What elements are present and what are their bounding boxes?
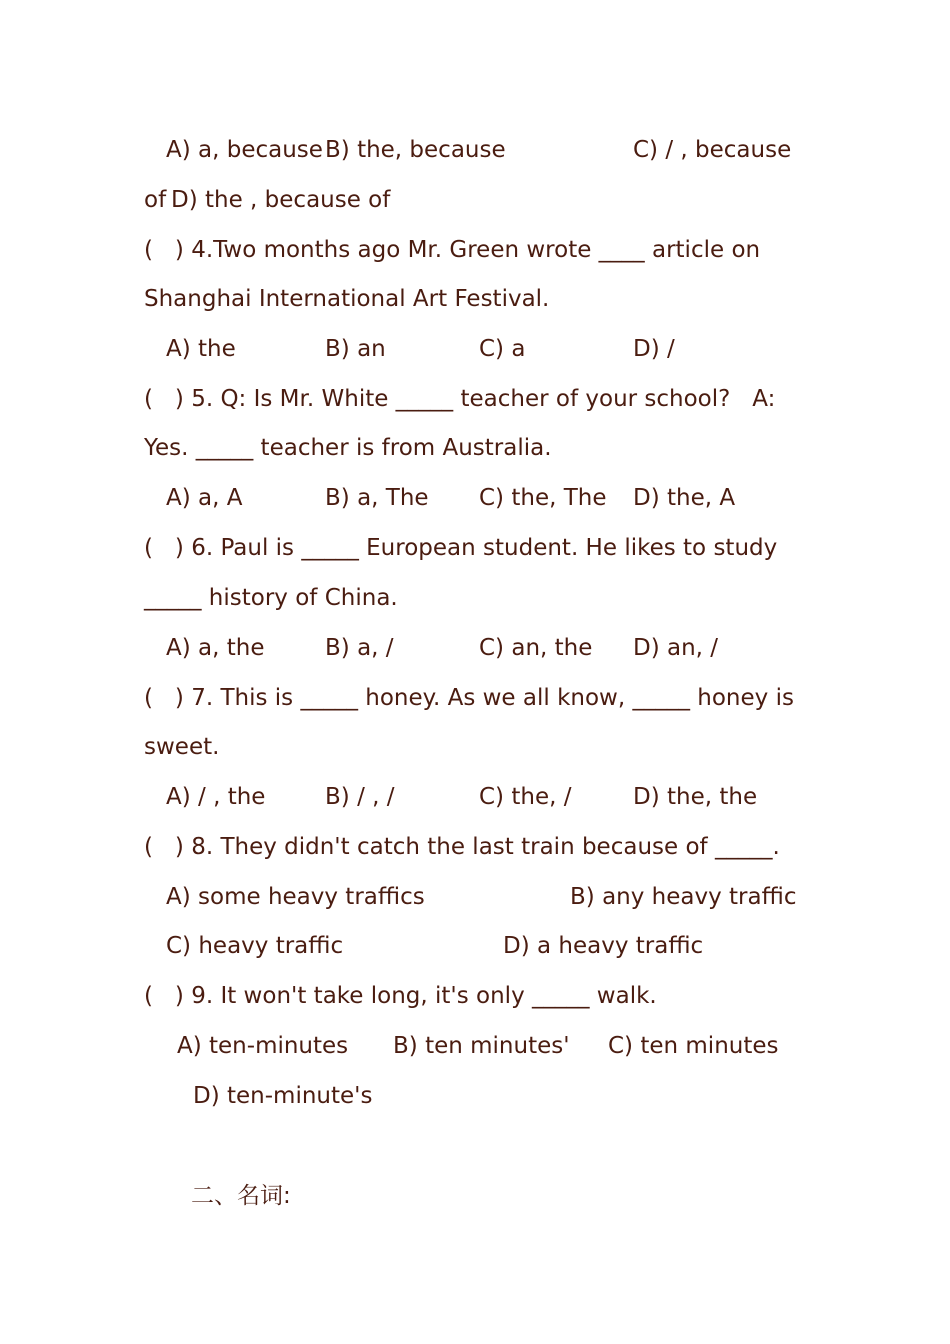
- q4-option-b: B) an: [325, 336, 386, 362]
- q6-stem-line1: ( ) 6. Paul is _____ European student. He likes to study: [144, 535, 778, 561]
- q9-option-d: D) ten-minute's: [193, 1083, 373, 1109]
- q8-option-b: B) any heavy traffic: [570, 884, 797, 910]
- q8-option-d: D) a heavy traffic: [503, 933, 704, 959]
- q4-stem-line2: Shanghai International Art Festival.: [144, 286, 550, 312]
- q4-option-a: A) the: [166, 336, 236, 362]
- q5-stem-line2: Yes. _____ teacher is from Australia.: [144, 435, 552, 461]
- q5-option-a: A) a, A: [166, 485, 243, 511]
- q6-stem-line2: _____ history of China.: [144, 585, 398, 611]
- q7-option-c: C) the, /: [479, 784, 572, 810]
- q5-option-c: C) the, The: [479, 485, 607, 511]
- q4-stem-line1: ( ) 4.Two months ago Mr. Green wrote ____ article on: [144, 237, 761, 263]
- q6-option-c: C) an, the: [479, 635, 593, 661]
- q6-option-a: A) a, the: [166, 635, 265, 661]
- q7-option-b: B) / , /: [325, 784, 395, 810]
- section-2-heading: 二、名词:: [191, 1183, 291, 1209]
- q3-option-d: D) the , because of: [171, 187, 391, 213]
- q7-option-a: A) / , the: [166, 784, 266, 810]
- q6-option-d: D) an, /: [633, 635, 719, 661]
- q8-option-a: A) some heavy traffics: [166, 884, 425, 910]
- q9-stem-line1: ( ) 9. It won't take long, it's only _____ walk.: [144, 983, 657, 1009]
- q3-option-a: A) a, because: [166, 137, 323, 163]
- q5-option-d: D) the, A: [633, 485, 736, 511]
- q4-option-d: D) /: [633, 336, 675, 362]
- q8-option-c: C) heavy traffic: [166, 933, 344, 959]
- q3-option-c: C) / , because: [633, 137, 792, 163]
- q7-stem-line2: sweet.: [144, 734, 220, 760]
- q4-option-c: C) a: [479, 336, 526, 362]
- q5-stem-line1: ( ) 5. Q: Is Mr. White _____ teacher of your school? A:: [144, 386, 776, 412]
- q7-stem-line1: ( ) 7. This is _____ honey. As we all know, _____ honey is: [144, 685, 794, 711]
- q8-stem-line1: ( ) 8. They didn't catch the last train because of _____.: [144, 834, 780, 860]
- q9-option-a: A) ten-minutes: [177, 1033, 349, 1059]
- q3-option-b: B) the, because: [325, 137, 506, 163]
- q9-option-c: C) ten minutes: [608, 1033, 779, 1059]
- q5-option-b: B) a, The: [325, 485, 429, 511]
- q7-option-d: D) the, the: [633, 784, 758, 810]
- q6-option-b: B) a, /: [325, 635, 394, 661]
- q3-option-c-wrap: of: [144, 187, 167, 213]
- q9-option-b: B) ten minutes': [393, 1033, 570, 1059]
